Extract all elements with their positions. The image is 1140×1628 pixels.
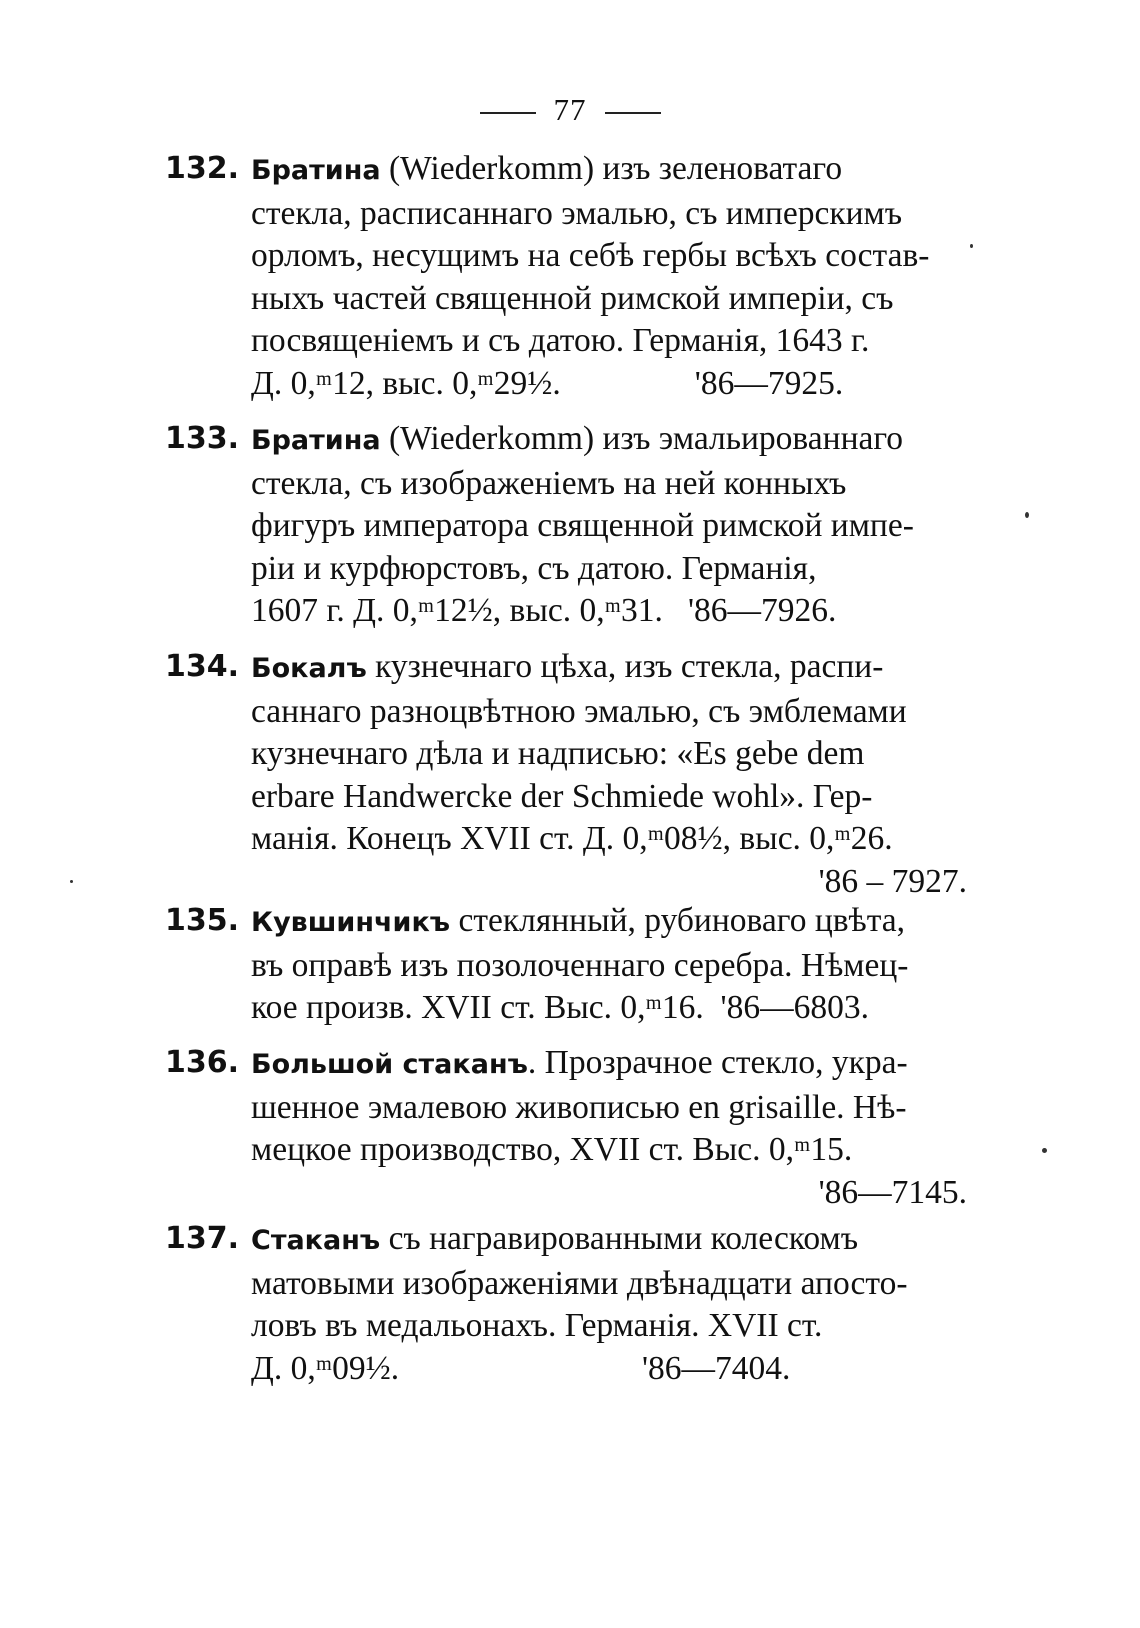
entry-line: матовыми изображеніями двѣнадцати апосто-: [251, 1264, 908, 1302]
entry-heading: Большой стаканъ: [251, 1049, 528, 1080]
scan-speck: [1025, 512, 1029, 518]
entry-text: [251, 900, 995, 1030]
catalog-entry-137: [165, 1218, 995, 1390]
entry-line: посвященіемъ и съ датою. Германія, 1643 г.: [251, 322, 870, 359]
entry-line: Д. 0,ᵐ09½. '86—7404.: [251, 1349, 791, 1387]
page-number-text: 77: [553, 92, 587, 127]
entry-heading: Братина: [251, 425, 381, 456]
left-dash: [480, 112, 536, 114]
entry-line: мецкое производство, XVII ст. Выс. 0,ᵐ15.: [251, 1131, 853, 1168]
entry-line: въ оправѣ изъ позолоченнаго серебра. Нѣмец-: [251, 946, 909, 984]
entry-number: 135.: [165, 903, 240, 938]
right-dash: [605, 112, 661, 114]
entry-line: орломъ, несущимъ на себѣ гербы всѣхъ состав-: [251, 237, 930, 274]
entry-line: Большой стаканъ. Прозрачное стекло, укра-: [251, 1044, 908, 1081]
scan-speck: [1042, 1148, 1047, 1153]
entry-text: [251, 418, 995, 633]
inventory-number: '86—7145.: [818, 1173, 967, 1211]
entry-line: Стаканъ съ награвированными колескомъ: [251, 1220, 859, 1257]
entry-line: Кувшинчикъ стеклянный, рубиноваго цвѣта,: [251, 902, 906, 939]
entry-line: Д. 0,ᵐ12, выс. 0,ᵐ29½. '86—7925.: [251, 364, 844, 402]
entry-line: 1607 г. Д. 0,ᵐ12½, выс. 0,ᵐ31. '86—7926.: [251, 592, 837, 629]
entry-line: саннаго разноцвѣтною эмалью, съ эмблемами: [251, 692, 907, 730]
entry-line: стекла, расписаннаго эмалью, съ имперскимъ: [251, 194, 903, 232]
entry-line: ріи и курфюрстовъ, съ датою. Германія,: [251, 549, 817, 587]
entry-number: 132.: [165, 151, 240, 186]
catalog-entry-135: [165, 900, 995, 1030]
entry-line: Братина (Wiederkomm) изъ эмальированнаго: [251, 420, 904, 457]
entry-number: 134.: [165, 649, 240, 684]
entry-line: фигуръ императора священной римской импе-: [251, 507, 914, 544]
entry-number: 137.: [165, 1221, 240, 1256]
entry-text: [251, 1218, 995, 1390]
catalog-entry-133: [165, 418, 995, 633]
entry-text: [251, 646, 995, 903]
catalog-entry-136: [165, 1042, 995, 1214]
entry-heading: Кувшинчикъ: [251, 907, 451, 938]
catalog-entry-132: [165, 148, 995, 405]
catalog-entry-134: [165, 646, 995, 903]
entry-line: кузнечнаго дѣла и надписью: «Es gebe dem: [251, 735, 865, 772]
entry-heading: Бокалъ: [251, 653, 367, 684]
entry-number: 136.: [165, 1045, 240, 1080]
entry-heading: Стаканъ: [251, 1225, 381, 1256]
entry-line: кое произв. XVII ст. Выс. 0,ᵐ16. '86—6803.: [251, 989, 869, 1026]
entry-text: [251, 1042, 995, 1214]
entry-line: erbare Handwercke der Schmiede wohl». Гер-: [251, 777, 873, 815]
page-number: [0, 92, 1140, 128]
scan-speck: [70, 880, 73, 883]
entry-line: ныхъ частей священной римской имперіи, съ: [251, 279, 894, 317]
entry-line: стекла, съ изображеніемъ на ней конныхъ: [251, 464, 847, 502]
entry-text: [251, 148, 995, 405]
entry-line: манія. Конецъ XVII ст. Д. 0,ᵐ08½, выс. 0,ᵐ26.: [251, 820, 893, 857]
entry-line: ловъ въ медальонахъ. Германія. XVII ст.: [251, 1307, 823, 1344]
entry-heading: Братина: [251, 155, 381, 186]
inventory-number: '86 – 7927.: [818, 862, 967, 900]
entry-line: Бокалъ кузнечнаго цѣха, изъ стекла, распи-: [251, 648, 884, 685]
entry-number: 133.: [165, 421, 240, 456]
entry-line: шенное эмалевою живописью en grisaille. Нѣ-: [251, 1088, 907, 1126]
entry-line: Братина (Wiederkomm) изъ зеленоватаго: [251, 150, 843, 187]
scan-speck: [970, 244, 973, 248]
